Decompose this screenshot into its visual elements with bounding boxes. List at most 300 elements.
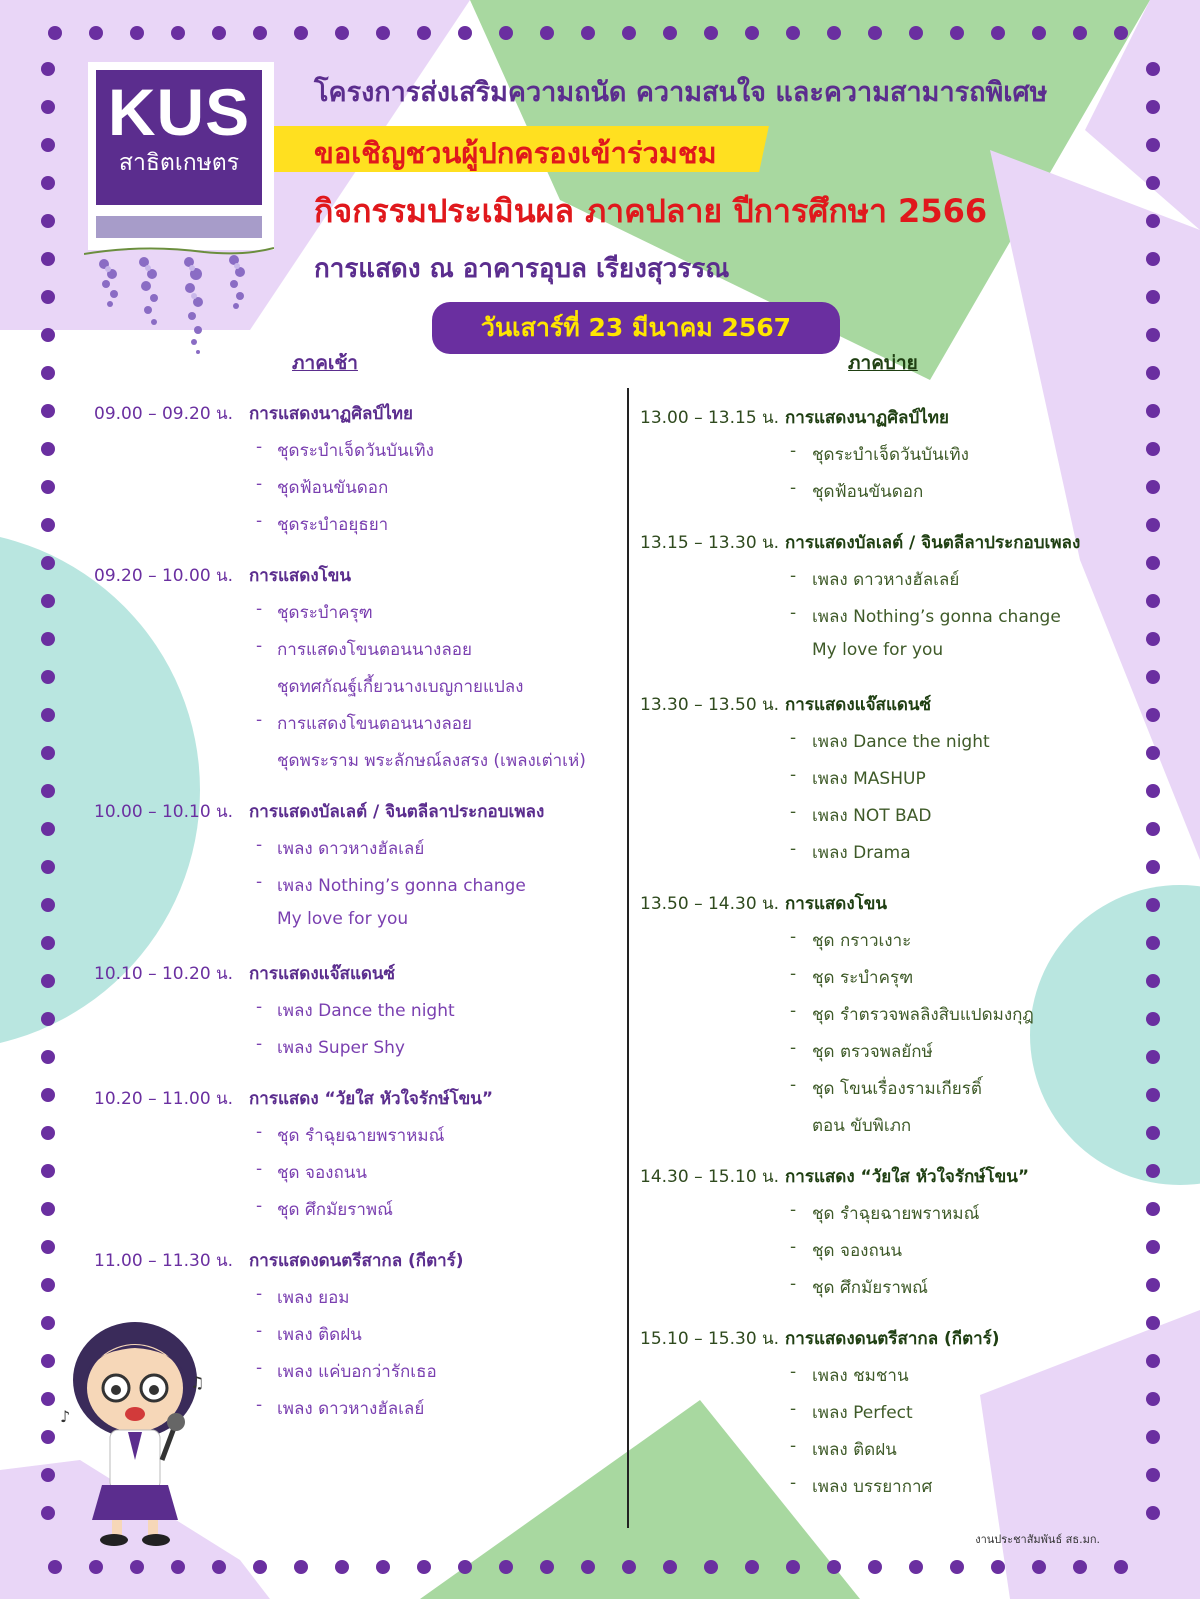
performance-item: [640, 1473, 1140, 1510]
item-bullet: -: [256, 1122, 263, 1142]
event-date-badge: วันเสาร์ที่ 23 มีนาคม 2567: [432, 302, 840, 354]
session-header: [640, 1325, 1140, 1362]
item-text: ชุด ตรวจพลยักษ์: [812, 1042, 933, 1062]
schedule-session: [94, 1085, 614, 1233]
item-bullet: -: [790, 802, 797, 822]
item-bullet: -: [790, 1200, 797, 1220]
border-dot: [89, 26, 103, 40]
item-bullet: -: [790, 1001, 797, 1021]
border-dot: [41, 518, 55, 532]
performance-item: [640, 765, 1140, 802]
schedule-session: [94, 400, 614, 548]
performance-item: [640, 1112, 1140, 1149]
border-dot: [786, 26, 800, 40]
item-bullet: -: [790, 1075, 797, 1095]
item-bullet: -: [256, 872, 263, 892]
border-dot: [1146, 176, 1160, 190]
border-dot: [540, 1560, 554, 1574]
border-dot: [41, 708, 55, 722]
border-dot: [41, 860, 55, 874]
session-time: 13.30 – 13.50 น.: [640, 695, 780, 715]
item-bullet: -: [256, 511, 263, 531]
performance-item: [94, 710, 614, 747]
performance-item: [94, 1196, 614, 1233]
performance-item: [94, 835, 614, 872]
item-bullet: -: [256, 474, 263, 494]
performance-item: [94, 511, 614, 548]
schedule-session: [640, 1163, 1140, 1311]
item-bullet: -: [790, 839, 797, 859]
border-dot: [1146, 1126, 1160, 1140]
session-time: 13.50 – 14.30 น.: [640, 894, 780, 914]
session-title: การแสดงแจ๊สแดนซ์: [785, 695, 932, 715]
border-dot: [41, 480, 55, 494]
border-dot: [41, 594, 55, 608]
item-text: การแสดงโขนตอนนางลอย: [277, 714, 472, 734]
performance-item: [640, 964, 1140, 1001]
performance-item: [94, 1122, 614, 1159]
item-text: ชุดระบำครุฑ: [277, 603, 373, 623]
session-header: [94, 562, 614, 599]
performance-item: [94, 997, 614, 1034]
morning-heading: ภาคเช้า: [292, 352, 358, 374]
session-header: [94, 1085, 614, 1122]
border-dot: [130, 26, 144, 40]
border-dot: [41, 1164, 55, 1178]
item-text: ชุดระบำเจ็ดวันบันเทิง: [812, 445, 969, 465]
border-dot: [909, 26, 923, 40]
border-dot: [41, 936, 55, 950]
border-dot: [1146, 784, 1160, 798]
item-bullet: -: [790, 603, 797, 623]
border-dot: [827, 26, 841, 40]
border-dot: [1146, 556, 1160, 570]
session-header: [94, 1247, 614, 1284]
border-dot: [335, 1560, 349, 1574]
border-dot: [1146, 594, 1160, 608]
performance-item: [94, 474, 614, 511]
border-dot: [41, 62, 55, 76]
performance-item: [94, 1034, 614, 1071]
border-dot: [1146, 898, 1160, 912]
border-dot: [704, 26, 718, 40]
border-dot: [1146, 62, 1160, 76]
border-dot: [1146, 670, 1160, 684]
border-dot: [253, 26, 267, 40]
item-bullet: -: [790, 1436, 797, 1456]
item-text: เพลง ติดฝน: [277, 1325, 362, 1345]
border-dot: [41, 404, 55, 418]
afternoon-schedule: [640, 404, 1140, 1524]
border-dot: [41, 1240, 55, 1254]
session-title: การแสดงนาฏศิลป์ไทย: [785, 408, 949, 428]
schedule-session: [94, 960, 614, 1071]
performance-item: [94, 636, 614, 673]
schedule-session: [640, 691, 1140, 876]
singing-girl-illustration: [50, 1310, 220, 1550]
item-bullet: -: [790, 765, 797, 785]
item-text: ชุด รำฉุยฉายพราหมณ์: [277, 1126, 445, 1146]
item-text: เพลง ชมชาน: [812, 1366, 909, 1386]
item-text: ชุดพระราม พระลักษณ์ลงสรง (เพลงเต่าเห่): [277, 751, 586, 771]
session-header: [640, 1163, 1140, 1200]
session-title: การแสดงบัลเลต์ / จินตลีลาประกอบเพลง: [785, 533, 1081, 553]
logo-school-name: สาธิตเกษตร: [118, 150, 240, 176]
border-dot: [171, 26, 185, 40]
session-title: การแสดงโขน: [249, 566, 352, 586]
border-dot: [294, 1560, 308, 1574]
border-dot: [41, 670, 55, 684]
performance-item: [94, 437, 614, 474]
school-logo: [88, 62, 274, 250]
border-dot: [1146, 252, 1160, 266]
border-dot: [950, 1560, 964, 1574]
schedule-session: [640, 1325, 1140, 1510]
border-dot: [1146, 290, 1160, 304]
border-dot: [1146, 366, 1160, 380]
item-bullet: -: [790, 927, 797, 947]
item-bullet: -: [256, 1395, 263, 1415]
venue-line: การแสดง ณ อาคารอุบล เรียงสุวรรณ: [314, 254, 730, 284]
performance-item: [640, 603, 1140, 640]
session-header: [640, 404, 1140, 441]
session-header: [94, 960, 614, 997]
afternoon-heading: ภาคบ่าย: [848, 352, 918, 374]
session-title: การแสดงแจ๊สแดนซ์: [249, 964, 396, 984]
item-text: ชุด โขนเรื่องรามเกียรติ์: [812, 1079, 982, 1099]
session-title: การแสดงดนตรีสากล (กีตาร์): [249, 1251, 464, 1271]
session-time: 10.00 – 10.10 น.: [94, 802, 234, 822]
item-bullet: -: [790, 1237, 797, 1257]
schedule-session: [640, 529, 1140, 677]
border-dot: [41, 1012, 55, 1026]
session-time: 13.15 – 13.30 น.: [640, 533, 780, 553]
performance-item: [640, 566, 1140, 603]
border-dot: [41, 100, 55, 114]
performance-item: [94, 872, 614, 909]
border-dot: [909, 1560, 923, 1574]
item-text: ตอน ขับพิเภก: [812, 1116, 912, 1136]
invitation-line: ขอเชิญชวนผู้ปกครองเข้าร่วมชม: [314, 136, 717, 170]
item-text: My love for you: [277, 909, 409, 929]
item-text: ชุด ศึกมัยราพณ์: [812, 1278, 928, 1298]
item-bullet: -: [790, 1038, 797, 1058]
item-bullet: -: [790, 964, 797, 984]
item-text: เพลง Nothing’s gonna change: [812, 607, 1061, 627]
session-header: [640, 890, 1140, 927]
item-bullet: -: [256, 1034, 263, 1054]
item-text: ชุด จองถนน: [812, 1241, 902, 1261]
border-dot: [48, 1560, 62, 1574]
border-dot: [41, 556, 55, 570]
border-dot: [41, 328, 55, 342]
border-dot: [868, 1560, 882, 1574]
item-text: ชุด รำฉุยฉายพราหมณ์: [812, 1204, 980, 1224]
performance-item: [640, 1075, 1140, 1112]
item-bullet: -: [256, 1196, 263, 1216]
border-dot: [827, 1560, 841, 1574]
border-dot: [1114, 26, 1128, 40]
border-dot: [41, 746, 55, 760]
schedule-session: [640, 890, 1140, 1149]
logo-brand: KUS: [107, 75, 251, 149]
border-dot: [41, 252, 55, 266]
border-dot: [1146, 1278, 1160, 1292]
performance-item: [640, 1001, 1140, 1038]
item-text: เพลง Nothing’s gonna change: [277, 876, 526, 896]
border-dot: [1073, 1560, 1087, 1574]
item-text: เพลง ยอม: [277, 1288, 350, 1308]
logo-bar: [96, 216, 262, 238]
item-text: เพลง ดาวหางฮัลเลย์: [812, 570, 960, 590]
item-text: My love for you: [812, 640, 944, 660]
border-dot: [41, 1202, 55, 1216]
svg-text:♪: ♪: [60, 1407, 71, 1426]
item-text: เพลง บรรยากาศ: [812, 1477, 933, 1497]
border-dot: [1146, 328, 1160, 342]
border-dot: [1146, 936, 1160, 950]
session-time: 10.10 – 10.20 น.: [94, 964, 234, 984]
border-dot: [1146, 1202, 1160, 1216]
border-dot: [294, 26, 308, 40]
border-dot: [41, 290, 55, 304]
item-bullet: -: [790, 566, 797, 586]
item-text: ชุด จองถนน: [277, 1163, 367, 1183]
session-time: 13.00 – 13.15 น.: [640, 408, 780, 428]
item-text: ชุด รำตรวจพลลิงสิบแปดมงกุฎ: [812, 1005, 1034, 1025]
performance-item: [640, 927, 1140, 964]
border-dot: [1146, 1316, 1160, 1330]
item-text: ชุดฟ้อนขันดอก: [812, 482, 924, 502]
performance-item: [640, 1274, 1140, 1311]
border-dot: [950, 26, 964, 40]
border-dot: [335, 26, 349, 40]
item-text: ชุด กราวเงาะ: [812, 931, 912, 951]
item-text: เพลง Super Shy: [277, 1038, 405, 1058]
item-bullet: -: [790, 478, 797, 498]
item-text: เพลง แค่บอกว่ารักเธอ: [277, 1362, 437, 1382]
border-dot: [41, 1278, 55, 1292]
event-title: กิจกรรมประเมินผล ภาคปลาย ปีการศึกษา 2566: [314, 192, 988, 230]
session-title: การแสดงบัลเลต์ / จินตลีลาประกอบเพลง: [249, 802, 545, 822]
item-text: เพลง ดาวหางฮัลเลย์: [277, 1399, 425, 1419]
border-dot: [581, 26, 595, 40]
item-bullet: -: [790, 1362, 797, 1382]
border-dot: [41, 366, 55, 380]
border-dot: [1146, 100, 1160, 114]
performance-item: [94, 673, 614, 710]
performance-item: [640, 1436, 1140, 1473]
item-text: ชุดฟ้อนขันดอก: [277, 478, 389, 498]
item-text: เพลง NOT BAD: [812, 806, 932, 826]
session-time: 14.30 – 15.10 น.: [640, 1167, 780, 1187]
performance-item: [640, 1237, 1140, 1274]
project-title: โครงการส่งเสริมความถนัด ความสนใจ และความสามารถพิเศษ: [314, 77, 1048, 108]
performance-item: [94, 909, 614, 946]
performance-item: [640, 478, 1140, 515]
border-dot: [1146, 1468, 1160, 1482]
border-dot: [41, 784, 55, 798]
footer-credit: งานประชาสัมพันธ์ สธ.มก.: [975, 1533, 1100, 1546]
performance-item: [640, 640, 1140, 677]
border-dot: [622, 26, 636, 40]
item-text: ชุดระบำอยุธยา: [277, 515, 389, 535]
item-text: เพลง Dance the night: [277, 1001, 455, 1021]
session-header: [94, 400, 614, 437]
border-dot: [41, 1126, 55, 1140]
session-title: การแสดงดนตรีสากล (กีตาร์): [785, 1329, 1000, 1349]
item-bullet: -: [256, 710, 263, 730]
item-bullet: -: [256, 1284, 263, 1304]
session-time: 09.00 – 09.20 น.: [94, 404, 234, 424]
session-title: การแสดง “วัยใส หัวใจรักษ์โขน”: [785, 1167, 1030, 1187]
performance-item: [640, 441, 1140, 478]
border-dot: [417, 26, 431, 40]
border-dot: [48, 26, 62, 40]
schedule-session: [640, 404, 1140, 515]
item-text: เพลง ดาวหางฮัลเลย์: [277, 839, 425, 859]
border-dot: [41, 442, 55, 456]
border-dot: [1146, 404, 1160, 418]
border-dot: [1146, 708, 1160, 722]
session-title: การแสดง “วัยใส หัวใจรักษ์โขน”: [249, 1089, 494, 1109]
border-dot: [212, 1560, 226, 1574]
item-text: เพลง ติดฝน: [812, 1440, 897, 1460]
border-dot: [1146, 1506, 1160, 1520]
item-text: ชุด ระบำครุฑ: [812, 968, 914, 988]
border-dot: [458, 1560, 472, 1574]
border-dot: [1146, 214, 1160, 228]
item-bullet: -: [256, 437, 263, 457]
border-dot: [458, 26, 472, 40]
item-bullet: -: [256, 599, 263, 619]
schedule-session: [94, 798, 614, 946]
border-dot: [1146, 1354, 1160, 1368]
border-dot: [1146, 442, 1160, 456]
item-text: เพลง Dance the night: [812, 732, 990, 752]
session-time: 09.20 – 10.00 น.: [94, 566, 234, 586]
performance-item: [640, 1200, 1140, 1237]
item-bullet: -: [256, 1321, 263, 1341]
border-dot: [1114, 1560, 1128, 1574]
border-dot: [786, 1560, 800, 1574]
performance-item: [94, 747, 614, 784]
item-bullet: -: [790, 441, 797, 461]
border-dot: [540, 26, 554, 40]
item-bullet: -: [256, 835, 263, 855]
performance-item: [640, 1399, 1140, 1436]
morning-schedule: [94, 400, 614, 1446]
border-dot: [1146, 1430, 1160, 1444]
border-dot: [1146, 1012, 1160, 1026]
border-dot: [745, 26, 759, 40]
border-dot: [704, 1560, 718, 1574]
border-dot: [1146, 1050, 1160, 1064]
border-dot: [1146, 518, 1160, 532]
performance-item: [94, 1159, 614, 1196]
schedule-session: [94, 562, 614, 784]
border-dot: [991, 1560, 1005, 1574]
border-dot: [41, 214, 55, 228]
border-dot: [41, 822, 55, 836]
border-dot: [622, 1560, 636, 1574]
item-bullet: -: [256, 997, 263, 1017]
item-text: ชุด ศึกมัยราพณ์: [277, 1200, 393, 1220]
border-dot: [41, 974, 55, 988]
item-text: ชุดทศกัณฐ์เกี้ยวนางเบญกายแปลง: [277, 677, 524, 697]
session-header: [640, 529, 1140, 566]
session-header: [640, 691, 1140, 728]
border-dot: [41, 1050, 55, 1064]
border-dot: [1146, 1392, 1160, 1406]
border-dot: [1146, 632, 1160, 646]
border-dot: [41, 138, 55, 152]
border-dot: [376, 1560, 390, 1574]
session-header: [94, 798, 614, 835]
border-dot: [376, 26, 390, 40]
border-dot: [581, 1560, 595, 1574]
item-text: การแสดงโขนตอนนางลอย: [277, 640, 472, 660]
item-text: ชุดระบำเจ็ดวันบันเทิง: [277, 441, 434, 461]
session-time: 15.10 – 15.30 น.: [640, 1329, 780, 1349]
border-dot: [41, 176, 55, 190]
item-text: เพลง Perfect: [812, 1403, 913, 1423]
performance-item: [640, 839, 1140, 876]
border-dot: [41, 632, 55, 646]
item-bullet: -: [256, 1159, 263, 1179]
border-dot: [1146, 480, 1160, 494]
border-dot: [868, 26, 882, 40]
border-dot: [1146, 822, 1160, 836]
border-dot: [89, 1560, 103, 1574]
border-dot: [253, 1560, 267, 1574]
border-dot: [745, 1560, 759, 1574]
item-bullet: -: [790, 1274, 797, 1294]
item-bullet: -: [256, 1358, 263, 1378]
border-dot: [1146, 974, 1160, 988]
performance-item: [640, 802, 1140, 839]
item-bullet: -: [256, 636, 263, 656]
column-divider: [627, 388, 629, 1528]
border-dot: [130, 1560, 144, 1574]
performance-item: [94, 599, 614, 636]
border-dot: [1146, 1164, 1160, 1178]
border-dot: [663, 26, 677, 40]
border-dot: [171, 1560, 185, 1574]
border-dot: [1146, 1240, 1160, 1254]
item-bullet: -: [790, 728, 797, 748]
border-dot: [417, 1560, 431, 1574]
border-dot: [1032, 1560, 1046, 1574]
session-time: 10.20 – 11.00 น.: [94, 1089, 234, 1109]
performance-item: [640, 1362, 1140, 1399]
border-dot: [991, 26, 1005, 40]
border-dot: [1146, 138, 1160, 152]
border-dot: [41, 898, 55, 912]
performance-item: [640, 1038, 1140, 1075]
border-dot: [499, 26, 513, 40]
item-text: เพลง Drama: [812, 843, 911, 863]
border-dot: [212, 26, 226, 40]
item-bullet: -: [790, 1473, 797, 1493]
border-dot: [1146, 746, 1160, 760]
svg-text:♫: ♫: [190, 1373, 205, 1392]
session-title: การแสดงนาฏศิลป์ไทย: [249, 404, 413, 424]
border-dot: [663, 1560, 677, 1574]
border-dot: [41, 1088, 55, 1102]
wisteria-flower-decoration: [84, 244, 274, 362]
item-bullet: -: [790, 1399, 797, 1419]
